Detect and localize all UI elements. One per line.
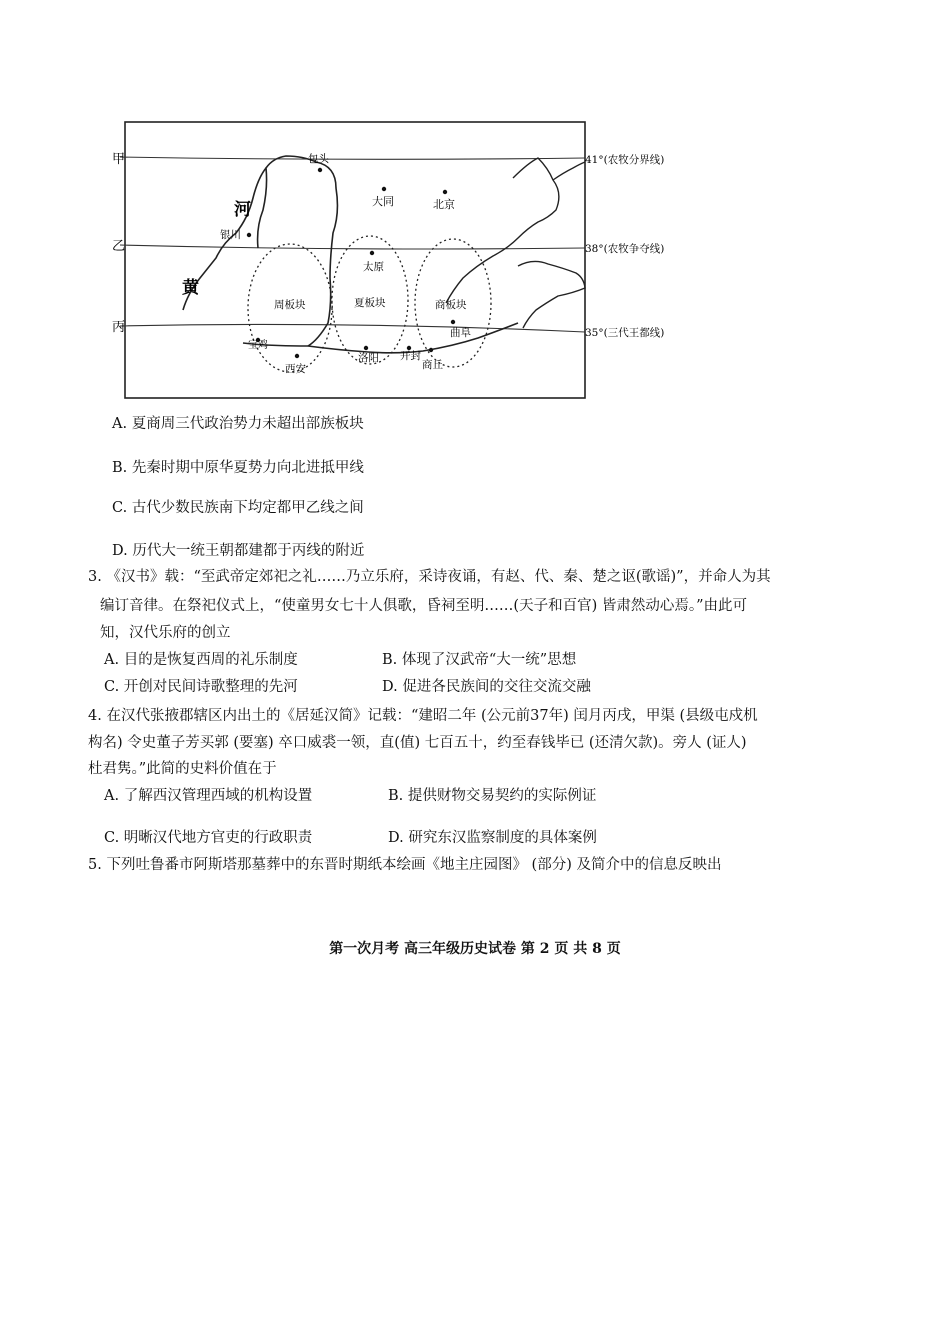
- q4-stem-line2: 构名) 令史董子芳买郭 (要塞) 卒口威裘一领，直(值) 七百五十，约至春钱毕已 (还清欠款)。旁人 (证人): [88, 735, 747, 751]
- line-label-35: 35°(三代王都线): [585, 327, 665, 339]
- q2-option-a: A. 夏商周三代政治势力未超出部族板块: [112, 416, 364, 432]
- label-xia-plate: 夏板块: [354, 297, 386, 309]
- city-yinchuan: 银川: [220, 229, 241, 241]
- q3-option-d: D. 促进各民族间的交往交流交融: [382, 679, 591, 695]
- label-shang-plate: 商板块: [435, 299, 467, 311]
- line-jia: [120, 157, 585, 159]
- q3-option-b: B. 体现了汉武帝“大一统”思想: [382, 652, 577, 668]
- city-taiyuan: 太原: [363, 261, 384, 273]
- city-beijing: 北京: [433, 198, 455, 211]
- q4-option-a: A. 了解西汉管理西域的机构设置: [104, 788, 313, 804]
- q3-option-a: A. 目的是恢复西周的礼乐制度: [104, 652, 298, 668]
- map-figure: [108, 118, 708, 400]
- q4-option-b: B. 提供财物交易契约的实际例证: [388, 788, 597, 804]
- coast-shandong: [518, 261, 585, 328]
- q4-stem-line1: 4. 在汉代张掖郡辖区内出土的《居延汉简》记载：“建昭二年 (公元前37年) 闰月丙戌，甲渠 (县级屯戍机: [88, 708, 758, 724]
- q5-stem: 5. 下列吐鲁番市阿斯塔那墓葬中的东晋时期纸本绘画《地主庄园图》 (部分) 及简介中的信息反映出: [88, 857, 722, 873]
- line-label-41: 41°(农牧分界线): [585, 154, 665, 166]
- q3-option-c: C. 开创对民间诗歌整理的先河: [104, 679, 298, 695]
- map-frame: [125, 122, 585, 398]
- line-label-38: 38°(农牧争夺线): [585, 243, 665, 255]
- q2-option-c: C. 古代少数民族南下均定都甲乙线之间: [112, 500, 364, 516]
- q3-stem-line1: 3. 《汉书》载：“至武帝定郊祀之礼……乃立乐府，采诗夜诵，有赵、代、秦、楚之讴(歌谣)”，并命人为其: [88, 569, 771, 585]
- city-xian: 西安: [285, 363, 306, 375]
- q4-stem-line3: 杜君隽。”此简的史料价值在于: [88, 761, 277, 777]
- city-datong: 大同: [372, 195, 394, 208]
- yellow-river-loop: [258, 156, 338, 346]
- yellow-river-lower: [308, 323, 518, 353]
- q2-option-b: B. 先秦时期中原华夏势力向北进抵甲线: [112, 460, 364, 476]
- label-bing: 丙: [112, 320, 126, 335]
- city-baoji: 宝鸡: [248, 340, 268, 351]
- city-luoyang: 洛阳: [358, 352, 379, 364]
- coast-north: [446, 158, 559, 303]
- label-jia: 甲: [112, 152, 126, 167]
- line-yi: [120, 245, 585, 249]
- coast-liaodong: [553, 162, 585, 180]
- label-yi: 乙: [112, 239, 126, 254]
- label-huang: 黄: [182, 278, 199, 298]
- city-shangqiu: 商丘: [422, 359, 443, 371]
- page-footer: 第一次月考 高三年级历史试卷 第 2 页 共 8 页: [329, 941, 621, 957]
- city-dots: [247, 168, 455, 358]
- city-qufu: 曲阜: [450, 327, 471, 339]
- line-bing: [120, 324, 585, 332]
- q2-option-d: D. 历代大一统王朝都建都于丙线的附近: [112, 543, 365, 559]
- label-zhou-plate: 周板块: [274, 299, 306, 311]
- q4-option-c: C. 明晰汉代地方官吏的行政职责: [104, 830, 313, 846]
- q3-stem-line3: 知，汉代乐府的创立: [100, 625, 231, 641]
- q3-stem-line2: 编订音律。在祭祀仪式上，“使童男女七十人俱歌，昏祠至明……(天子和百官) 皆肃然动心焉。”由此可: [100, 598, 747, 614]
- city-kaifeng: 开封: [400, 350, 421, 362]
- q4-option-d: D. 研究东汉监察制度的具体案例: [388, 830, 597, 846]
- label-he: 河: [234, 200, 251, 220]
- city-baotou: 包头: [308, 153, 329, 165]
